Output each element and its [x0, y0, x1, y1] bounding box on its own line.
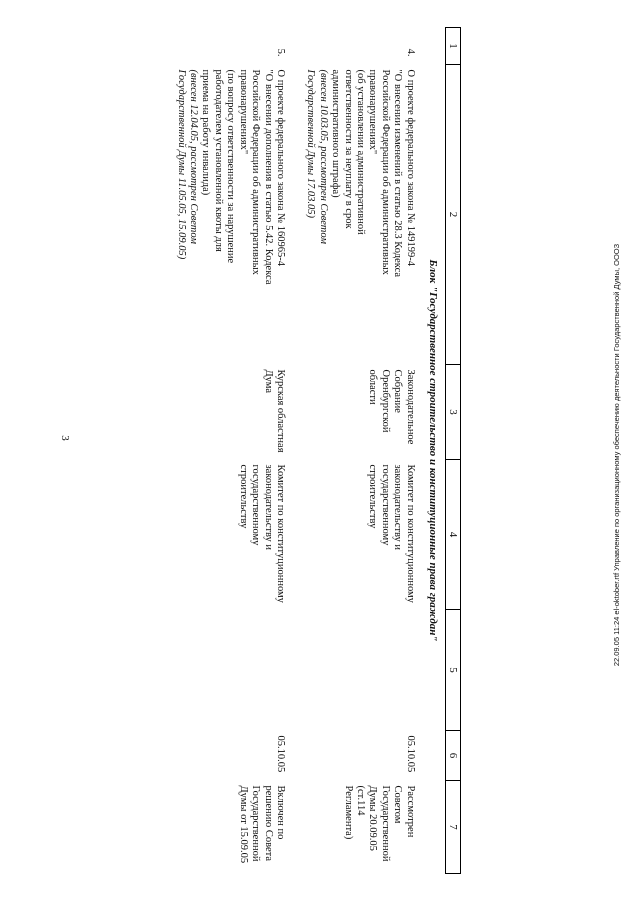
initiator: Курская областная Дума — [262, 369, 286, 453]
review-date: 05.10.05 — [404, 735, 416, 773]
page-number: 3 — [59, 435, 71, 441]
status: Рассмотрен Советом Государственной Думы 20.09.05 (ст.114 Регламента) — [342, 785, 416, 862]
block-title: Блок "Государственное строительство и конституционные права граждан" — [427, 259, 439, 642]
bill-note: Государственной Думы 17.03.05) — [305, 69, 317, 218]
column-header: 6 — [446, 731, 461, 781]
column-header: 3 — [446, 365, 461, 460]
table-row — [173, 28, 287, 874]
column-header-row — [446, 28, 461, 874]
row-number: 4. — [404, 48, 416, 57]
column-5-value — [303, 610, 417, 731]
column-5-value — [173, 610, 287, 731]
column-header: 4 — [446, 460, 461, 610]
table-row — [303, 28, 417, 874]
committee: Комитет по конституционному законодательству и государственному строительству — [237, 464, 286, 603]
committee: Комитет по конституционному законодательству и государственному строительству — [367, 464, 416, 603]
bill-note: Государственной Думы 11.05.05, 15.09.05) — [175, 69, 187, 260]
bill-title: О проекте федерального закона № 160965-4 "О внесении дополнения в статью 5.42. Кодекса Российской Федерации об административных правонарушениях" (по вопросу ответственности за нарушение работодателем установленной квоты для приема на работу инвалида) (внесен 12.04.05, рассмотрен Советом Государственной Думы 11.05.05, 15.09.05) — [173, 65, 287, 365]
review-date: 05.10.05 — [274, 735, 286, 773]
column-header: 2 — [446, 65, 461, 365]
rotated-table-page — [175, 27, 461, 873]
bill-note: (внесен 10.03.05, рассмотрен Советом — [317, 69, 329, 244]
agenda-table — [173, 27, 461, 874]
column-header: 5 — [446, 610, 461, 731]
initiator: Законодательное Собрание Оренбургской области — [367, 369, 416, 445]
column-header: 7 — [446, 781, 461, 874]
bill-note: (внесен 12.04.05, рассмотрен Советом — [188, 69, 200, 244]
row-number: 5. — [274, 48, 286, 57]
status: Включен по решению Совета Государственной Думы от 15.09.05 — [237, 785, 286, 864]
column-header: 1 — [446, 28, 461, 65]
bill-title: О проекте федерального закона № 149199-4 "О внесении изменений в статью 28.3 Кодекса Российской Федерации об административных правонарушениях" (об установлении административной ответственности за неуплату в срок административного штрафа) (внесен 10.03.05, рассмотрен Советом Государственной Думы 17.03.05) — [303, 65, 417, 365]
document-footer: 22.09.05 11:24 el-oktober.rtf Управление по организационному обеспечению деятельности Государственной Думы, ОООЗ — [612, 243, 621, 667]
